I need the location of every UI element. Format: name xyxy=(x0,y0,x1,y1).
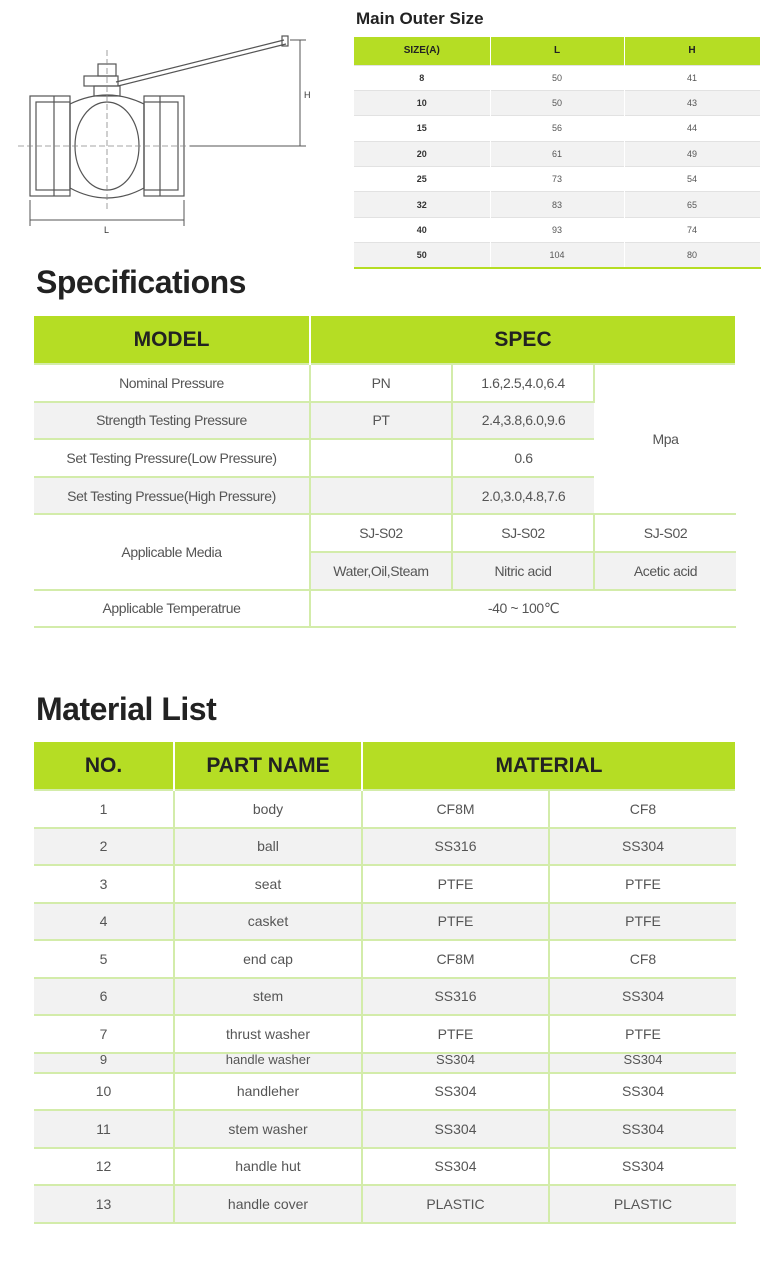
temperature-label: Applicable Temperatrue xyxy=(34,590,310,628)
table-row xyxy=(354,65,760,90)
table-row xyxy=(34,514,736,552)
header-material: MATERIAL xyxy=(362,742,736,790)
part-no: 11 xyxy=(34,1110,174,1148)
l-cell: 50 xyxy=(490,65,624,90)
height-dimension-label: H xyxy=(304,90,311,100)
material-a: PTFE xyxy=(362,903,549,941)
l-cell: 93 xyxy=(490,217,624,242)
outer-size-table xyxy=(354,37,761,269)
part-name: handle washer xyxy=(174,1053,362,1073)
nominal-pressure-value: 1.6,2.5,4.0,6.4 xyxy=(452,364,594,402)
part-name: handle cover xyxy=(174,1185,362,1223)
header-l: L xyxy=(490,37,624,65)
applicable-media-label: Applicable Media xyxy=(34,514,310,589)
material-list-table xyxy=(34,742,737,1224)
material-a: SS304 xyxy=(362,1053,549,1073)
table-row xyxy=(34,1073,736,1111)
specifications-title: Specifications xyxy=(36,264,246,300)
table-row xyxy=(34,790,736,828)
material-a: PTFE xyxy=(362,1015,549,1053)
l-cell: 50 xyxy=(490,90,624,115)
part-no: 10 xyxy=(34,1073,174,1111)
material-b: PTFE xyxy=(549,903,736,941)
part-name: thrust washer xyxy=(174,1015,362,1053)
l-cell: 104 xyxy=(490,243,624,268)
l-cell: 61 xyxy=(490,141,624,166)
part-no: 6 xyxy=(34,978,174,1016)
part-no: 7 xyxy=(34,1015,174,1053)
media-value: Nitric acid xyxy=(452,552,594,590)
material-b: SS304 xyxy=(549,978,736,1016)
material-a: CF8M xyxy=(362,790,549,828)
material-list-title: Material List xyxy=(36,691,217,727)
header-model: MODEL xyxy=(34,316,310,364)
header-no: NO. xyxy=(34,742,174,790)
material-b: SS304 xyxy=(549,1110,736,1148)
part-name: handleher xyxy=(174,1073,362,1111)
part-no: 5 xyxy=(34,940,174,978)
set-high-pressure-code xyxy=(310,477,452,515)
table-row xyxy=(354,217,760,242)
strength-pressure-value: 2.4,3.8,6.0,9.6 xyxy=(452,402,594,440)
material-b: PTFE xyxy=(549,1015,736,1053)
pressure-unit: Mpa xyxy=(594,364,736,514)
material-b: SS304 xyxy=(549,1053,736,1073)
media-model: SJ-S02 xyxy=(594,514,736,552)
table-row xyxy=(34,1110,736,1148)
table-row xyxy=(34,828,736,866)
h-cell: 44 xyxy=(624,116,760,141)
part-name: stem washer xyxy=(174,1110,362,1148)
media-model: SJ-S02 xyxy=(452,514,594,552)
media-value: Water,Oil,Steam xyxy=(310,552,452,590)
material-a: PTFE xyxy=(362,865,549,903)
table-row xyxy=(34,903,736,941)
table-row xyxy=(354,167,760,192)
valve-drawing xyxy=(14,30,334,240)
header-part-name: PART NAME xyxy=(174,742,362,790)
table-row xyxy=(34,865,736,903)
table-row xyxy=(354,243,760,268)
header-h: H xyxy=(624,37,760,65)
strength-pressure-code: PT xyxy=(310,402,452,440)
table-row xyxy=(34,1185,736,1223)
nominal-pressure-code: PN xyxy=(310,364,452,402)
material-a: SS316 xyxy=(362,828,549,866)
part-no: 9 xyxy=(34,1053,174,1073)
nominal-pressure-label: Nominal Pressure xyxy=(34,364,310,402)
table-row xyxy=(34,590,736,628)
length-dimension-label: L xyxy=(104,225,110,235)
table-row xyxy=(34,1053,736,1073)
material-b: SS304 xyxy=(549,1073,736,1111)
table-row xyxy=(354,192,760,217)
media-model: SJ-S02 xyxy=(310,514,452,552)
part-name: seat xyxy=(174,865,362,903)
material-a: SS304 xyxy=(362,1148,549,1186)
material-a: SS316 xyxy=(362,978,549,1016)
material-b: PTFE xyxy=(549,865,736,903)
part-no: 12 xyxy=(34,1148,174,1186)
specifications-table xyxy=(34,316,737,628)
h-cell: 80 xyxy=(624,243,760,268)
part-no: 3 xyxy=(34,865,174,903)
set-high-pressure-label: Set Testing Pressue(High Pressure) xyxy=(34,477,310,515)
size-cell: 50 xyxy=(354,243,490,268)
part-name: handle hut xyxy=(174,1148,362,1186)
part-name: ball xyxy=(174,828,362,866)
size-cell: 25 xyxy=(354,167,490,192)
header-spec: SPEC xyxy=(310,316,736,364)
part-no: 13 xyxy=(34,1185,174,1223)
size-cell: 15 xyxy=(354,116,490,141)
h-cell: 41 xyxy=(624,65,760,90)
size-cell: 32 xyxy=(354,192,490,217)
size-cell: 10 xyxy=(354,90,490,115)
table-row xyxy=(34,1148,736,1186)
strength-pressure-label: Strength Testing Pressure xyxy=(34,402,310,440)
table-row xyxy=(34,940,736,978)
part-no: 4 xyxy=(34,903,174,941)
table-row xyxy=(34,1015,736,1053)
size-cell: 20 xyxy=(354,141,490,166)
part-name: stem xyxy=(174,978,362,1016)
l-cell: 56 xyxy=(490,116,624,141)
l-cell: 83 xyxy=(490,192,624,217)
material-b: CF8 xyxy=(549,790,736,828)
material-a: SS304 xyxy=(362,1110,549,1148)
l-cell: 73 xyxy=(490,167,624,192)
set-low-pressure-value: 0.6 xyxy=(452,439,594,477)
material-a: CF8M xyxy=(362,940,549,978)
part-name: body xyxy=(174,790,362,828)
material-b: CF8 xyxy=(549,940,736,978)
table-row xyxy=(354,116,760,141)
set-low-pressure-code xyxy=(310,439,452,477)
header-size: SIZE(A) xyxy=(354,37,490,65)
set-high-pressure-value: 2.0,3.0,4.8,7.6 xyxy=(452,477,594,515)
table-row xyxy=(354,90,760,115)
temperature-value: -40 ~ 100℃ xyxy=(310,590,736,628)
media-value: Acetic acid xyxy=(594,552,736,590)
set-low-pressure-label: Set Testing Pressure(Low Pressure) xyxy=(34,439,310,477)
material-b: SS304 xyxy=(549,1148,736,1186)
table-row xyxy=(34,364,736,402)
material-b: SS304 xyxy=(549,828,736,866)
table-row xyxy=(354,141,760,166)
h-cell: 65 xyxy=(624,192,760,217)
material-a: PLASTIC xyxy=(362,1185,549,1223)
part-name: casket xyxy=(174,903,362,941)
material-a: SS304 xyxy=(362,1073,549,1111)
h-cell: 43 xyxy=(624,90,760,115)
h-cell: 54 xyxy=(624,167,760,192)
h-cell: 74 xyxy=(624,217,760,242)
part-name: end cap xyxy=(174,940,362,978)
outer-size-title: Main Outer Size xyxy=(356,9,484,28)
part-no: 1 xyxy=(34,790,174,828)
table-row xyxy=(34,978,736,1016)
size-cell: 40 xyxy=(354,217,490,242)
part-no: 2 xyxy=(34,828,174,866)
h-cell: 49 xyxy=(624,141,760,166)
size-cell: 8 xyxy=(354,65,490,90)
material-b: PLASTIC xyxy=(549,1185,736,1223)
